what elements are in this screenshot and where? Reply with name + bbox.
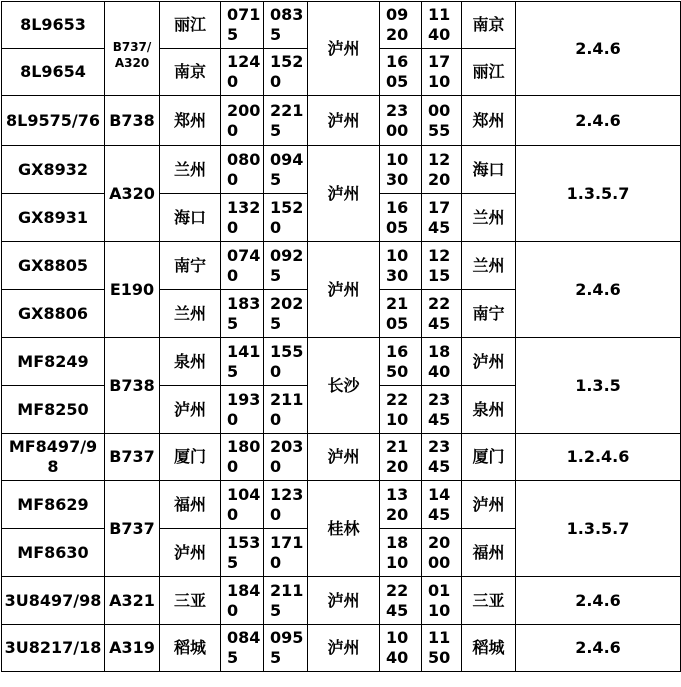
operating-days: 2.4.6 (516, 96, 681, 146)
arrival-time: 1550 (264, 338, 308, 386)
origin-city: 泸州 (160, 386, 221, 434)
origin-city: 三亚 (160, 577, 221, 625)
destination-city: 三亚 (462, 577, 516, 625)
departure-time: 0800 (221, 146, 264, 194)
stop-departure-time: 1030 (380, 146, 422, 194)
departure-time: 1415 (221, 338, 264, 386)
departure-time: 0845 (221, 625, 264, 672)
aircraft-type: A320 (105, 146, 160, 242)
arrival-time: 2030 (264, 434, 308, 481)
stop-departure-time: 2210 (380, 386, 422, 434)
flight-number: GX8931 (2, 194, 105, 242)
stop-arrival-time: 1745 (422, 194, 462, 242)
origin-city: 南京 (160, 49, 221, 96)
stopover-city: 泸州 (308, 2, 380, 96)
aircraft-type: B738 (105, 338, 160, 434)
stop-departure-time: 1320 (380, 481, 422, 529)
stop-arrival-time: 2345 (422, 434, 462, 481)
aircraft-type-text: B737/ A320 (112, 40, 152, 70)
departure-time: 1040 (221, 481, 264, 529)
origin-city: 泸州 (160, 529, 221, 577)
flight-number: GX8932 (2, 146, 105, 194)
flight-number: 8L9575/76 (2, 96, 105, 146)
aircraft-type: B737 (105, 481, 160, 577)
destination-city: 泸州 (462, 338, 516, 386)
flight-number: GX8805 (2, 242, 105, 290)
operating-days: 1.2.4.6 (516, 434, 681, 481)
destination-city: 兰州 (462, 194, 516, 242)
flight-schedule-table (1, 1, 681, 672)
destination-city: 泸州 (462, 481, 516, 529)
origin-city: 南宁 (160, 242, 221, 290)
stop-arrival-time: 1220 (422, 146, 462, 194)
stop-departure-time: 2245 (380, 577, 422, 625)
stop-arrival-time: 2345 (422, 386, 462, 434)
origin-city: 海口 (160, 194, 221, 242)
flight-number: 3U8497/98 (2, 577, 105, 625)
operating-days: 1.3.5.7 (516, 481, 681, 577)
destination-city: 丽江 (462, 49, 516, 96)
destination-city: 郑州 (462, 96, 516, 146)
arrival-time: 2110 (264, 386, 308, 434)
origin-city: 福州 (160, 481, 221, 529)
origin-city: 兰州 (160, 146, 221, 194)
table-row (2, 338, 681, 386)
operating-days: 1.3.5.7 (516, 146, 681, 242)
stop-arrival-time: 1215 (422, 242, 462, 290)
departure-time: 1835 (221, 290, 264, 338)
origin-city: 兰州 (160, 290, 221, 338)
stopover-city: 泸州 (308, 577, 380, 625)
departure-time: 1240 (221, 49, 264, 96)
departure-time: 0715 (221, 2, 264, 49)
destination-city: 厦门 (462, 434, 516, 481)
stop-departure-time: 1030 (380, 242, 422, 290)
arrival-time: 2215 (264, 96, 308, 146)
flight-number: GX8806 (2, 290, 105, 338)
stop-departure-time: 2120 (380, 434, 422, 481)
table-row (2, 242, 681, 290)
stopover-city: 桂林 (308, 481, 380, 577)
stop-departure-time: 2105 (380, 290, 422, 338)
flight-number: 8L9654 (2, 49, 105, 96)
table-row (2, 146, 681, 194)
table-row (2, 2, 681, 49)
table-row (2, 577, 681, 625)
departure-time: 2000 (221, 96, 264, 146)
stopover-city: 泸州 (308, 625, 380, 672)
stop-arrival-time: 1140 (422, 2, 462, 49)
arrival-time: 0945 (264, 146, 308, 194)
flight-number: 3U8217/18 (2, 625, 105, 672)
operating-days: 2.4.6 (516, 577, 681, 625)
destination-city: 泉州 (462, 386, 516, 434)
stop-arrival-time: 1840 (422, 338, 462, 386)
stopover-city: 泸州 (308, 96, 380, 146)
stopover-city: 泸州 (308, 434, 380, 481)
table-row (2, 625, 681, 672)
origin-city: 稻城 (160, 625, 221, 672)
origin-city: 泉州 (160, 338, 221, 386)
aircraft-type: A319 (105, 625, 160, 672)
stop-arrival-time: 0055 (422, 96, 462, 146)
arrival-time: 1710 (264, 529, 308, 577)
arrival-time: 0835 (264, 2, 308, 49)
stop-arrival-time: 2245 (422, 290, 462, 338)
arrival-time: 0955 (264, 625, 308, 672)
departure-time: 1320 (221, 194, 264, 242)
stop-arrival-time: 1150 (422, 625, 462, 672)
aircraft-type: B738 (105, 96, 160, 146)
stopover-city: 长沙 (308, 338, 380, 434)
table-row (2, 481, 681, 529)
aircraft-type: A321 (105, 577, 160, 625)
table-row (2, 96, 681, 146)
stop-departure-time: 0920 (380, 2, 422, 49)
arrival-time: 1230 (264, 481, 308, 529)
stop-departure-time: 1605 (380, 49, 422, 96)
departure-time: 1535 (221, 529, 264, 577)
arrival-time: 1520 (264, 194, 308, 242)
departure-time: 1930 (221, 386, 264, 434)
destination-city: 南京 (462, 2, 516, 49)
table-row (2, 434, 681, 481)
stop-arrival-time: 0110 (422, 577, 462, 625)
stopover-city: 泸州 (308, 146, 380, 242)
stop-departure-time: 1810 (380, 529, 422, 577)
operating-days: 1.3.5 (516, 338, 681, 434)
destination-city: 福州 (462, 529, 516, 577)
stopover-city: 泸州 (308, 242, 380, 338)
stop-departure-time: 1650 (380, 338, 422, 386)
destination-city: 海口 (462, 146, 516, 194)
departure-time: 1840 (221, 577, 264, 625)
operating-days: 2.4.6 (516, 242, 681, 338)
aircraft-type: B737 (105, 434, 160, 481)
stop-departure-time: 2300 (380, 96, 422, 146)
origin-city: 郑州 (160, 96, 221, 146)
aircraft-type: E190 (105, 242, 160, 338)
stop-arrival-time: 1445 (422, 481, 462, 529)
flight-number: 8L9653 (2, 2, 105, 49)
operating-days: 2.4.6 (516, 625, 681, 672)
aircraft-type (105, 2, 160, 96)
operating-days: 2.4.6 (516, 2, 681, 96)
flight-number: MF8629 (2, 481, 105, 529)
arrival-time: 2025 (264, 290, 308, 338)
stop-arrival-time: 2000 (422, 529, 462, 577)
stop-arrival-time: 1710 (422, 49, 462, 96)
arrival-time: 0925 (264, 242, 308, 290)
destination-city: 兰州 (462, 242, 516, 290)
flight-number: MF8249 (2, 338, 105, 386)
flight-number: MF8497/98 (2, 434, 105, 481)
stop-departure-time: 1040 (380, 625, 422, 672)
departure-time: 1800 (221, 434, 264, 481)
arrival-time: 1520 (264, 49, 308, 96)
destination-city: 稻城 (462, 625, 516, 672)
destination-city: 南宁 (462, 290, 516, 338)
origin-city: 丽江 (160, 2, 221, 49)
flight-number: MF8630 (2, 529, 105, 577)
arrival-time: 2115 (264, 577, 308, 625)
stop-departure-time: 1605 (380, 194, 422, 242)
flight-number: MF8250 (2, 386, 105, 434)
origin-city: 厦门 (160, 434, 221, 481)
departure-time: 0740 (221, 242, 264, 290)
